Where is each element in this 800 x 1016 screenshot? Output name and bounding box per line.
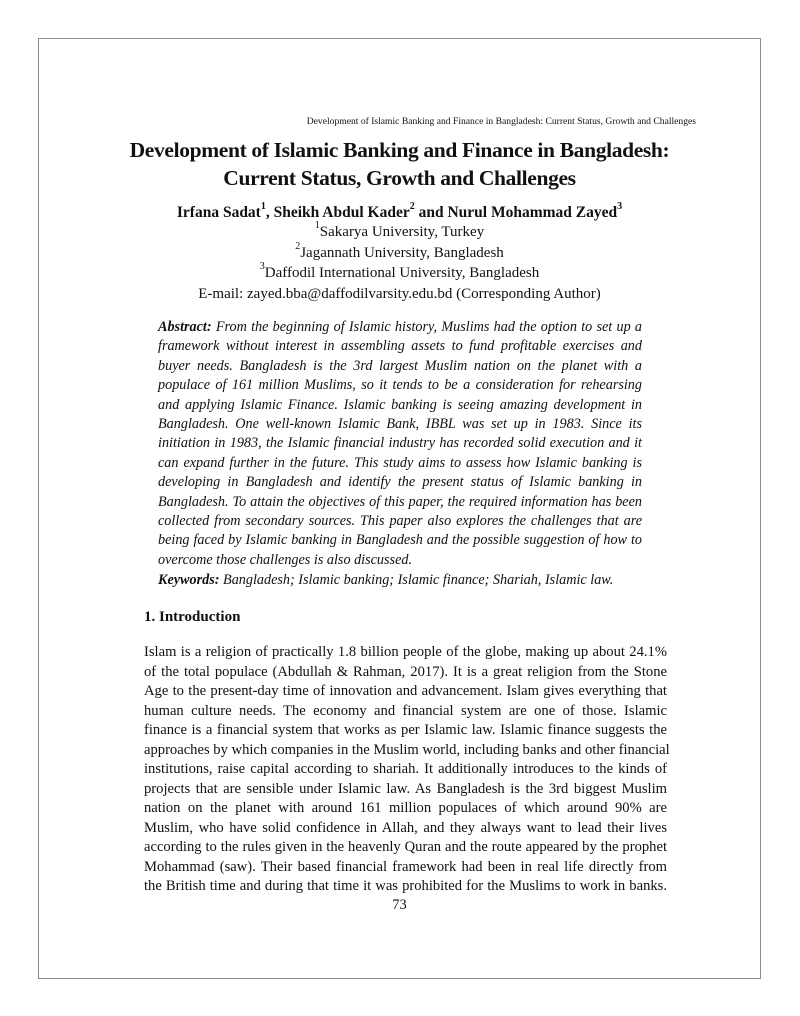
affiliation [39, 240, 760, 264]
body-line: Muslim, who have solid confidence in Allah, and they always want to lead their lives [144, 819, 667, 836]
running-header: Development of Islamic Banking and Finance in Bangladesh: Current Status, Growth and Challenges [306, 116, 696, 127]
body-line: approaches by which companies in the Muslim world, including banks and other financial [144, 741, 670, 758]
paper-title [39, 136, 760, 192]
abstract-label: Abstract: [158, 319, 212, 335]
body-line: of the total populace (Abdullah & Rahman, 2017). It is a great religion from the Stone [144, 663, 667, 680]
affiliations [39, 222, 760, 304]
abstract-text: From the beginning of Islamic history, Muslims had the option to set up a framework without interest in assembling assets to fund profitable exercises and buyer needs. Bangladesh is the 3rd largest Muslim nation on the planet with a populace of 161 million Muslims, so it tends to be a consideration for rehearsing and applying Islamic Finance. Islamic banking is seeing amazing development in Bangladesh. One well-known Islamic Bank, IBBL was set up in 1983. Since its initiation in 1983, the Islamic financial industry has recorded solid execution and it can expand further in the future. This study aims to assess how Islamic banking is developing in Bangladesh and identify the present status of Islamic banking in Bangladesh. To attain the objectives of this paper, the required information has been collected from secondary sources. This paper also explores the challenges that are being faced by Islamic banking in Bangladesh and the possible suggestion of how to overcome those challenges is also discussed. [158, 319, 643, 568]
author-affiliation-mark: 3 [617, 200, 623, 212]
body-line: institutions, raise capital according to shariah. It additionally introduces to the kinds of [144, 761, 667, 777]
body-line: Age to the present-day time of innovation and advancement. Islam gives everything that [144, 683, 667, 699]
affiliation-mark: 2 [295, 240, 301, 252]
body-line: Islam is a religion of practically 1.8 billion people of the globe, making up about 24.1% [144, 644, 667, 660]
affiliation-mark: 1 [314, 220, 320, 231]
body-line: Mohammad (saw). Their based financial framework had been in real life directly from [144, 858, 667, 875]
body-line: the British time and during that time it was prohibited for the Muslims to work in banks. [144, 878, 667, 894]
body-line: according to the rules given in the heavenly Quran and the route appeared by the prophet [144, 839, 667, 855]
body-line: nation on the planet with around 161 million populaces of which around 90% are [144, 800, 667, 816]
title-line: Current Status, Growth and Challenges [223, 166, 576, 190]
author-name: Irfana Sadat [176, 204, 261, 221]
author-affiliation-mark: 2 [409, 200, 415, 212]
title-line: Development of Islamic Banking and Finance in Bangladesh: [129, 138, 670, 162]
page-number: 73 [392, 897, 407, 913]
corresponding-email: E-mail: zayed.bba@daffodilvarsity.edu.bd (Corresponding Author) [198, 285, 601, 302]
author-name: Sheikh Abdul Kader [273, 204, 410, 221]
affiliation-mark: 3 [259, 261, 265, 272]
introduction-body [144, 643, 670, 897]
affiliation [39, 222, 760, 243]
author-name: Nurul Mohammad Zayed [447, 204, 618, 221]
keywords-text: Bangladesh; Islamic banking; Islamic finance; Shariah, Islamic law. [223, 572, 614, 588]
affiliation-text: Sakarya University, Turkey [319, 224, 485, 240]
paper-page [38, 38, 761, 979]
abstract [158, 318, 642, 570]
affiliation-text: Jagannath University, Bangladesh [300, 244, 504, 261]
body-line: projects that are sensible under Islamic law. As Bangladesh is the 3rd biggest Muslim [144, 780, 667, 797]
keywords-label: Keywords: [158, 572, 220, 588]
affiliation [39, 263, 760, 284]
keywords [158, 571, 678, 590]
author-separator: and [414, 204, 448, 221]
author-list [39, 200, 760, 223]
body-line: finance is a financial system that works as per Islamic law. Islamic finance suggests the [144, 722, 667, 738]
author-affiliation-mark: 1 [260, 200, 266, 212]
body-line: human culture needs. The economy and financial system are one of those. Islamic [144, 702, 667, 719]
section-heading: 1. Introduction [144, 609, 241, 625]
author-separator: , [265, 204, 274, 221]
affiliation-text: Daffodil International University, Bangladesh [264, 265, 540, 281]
